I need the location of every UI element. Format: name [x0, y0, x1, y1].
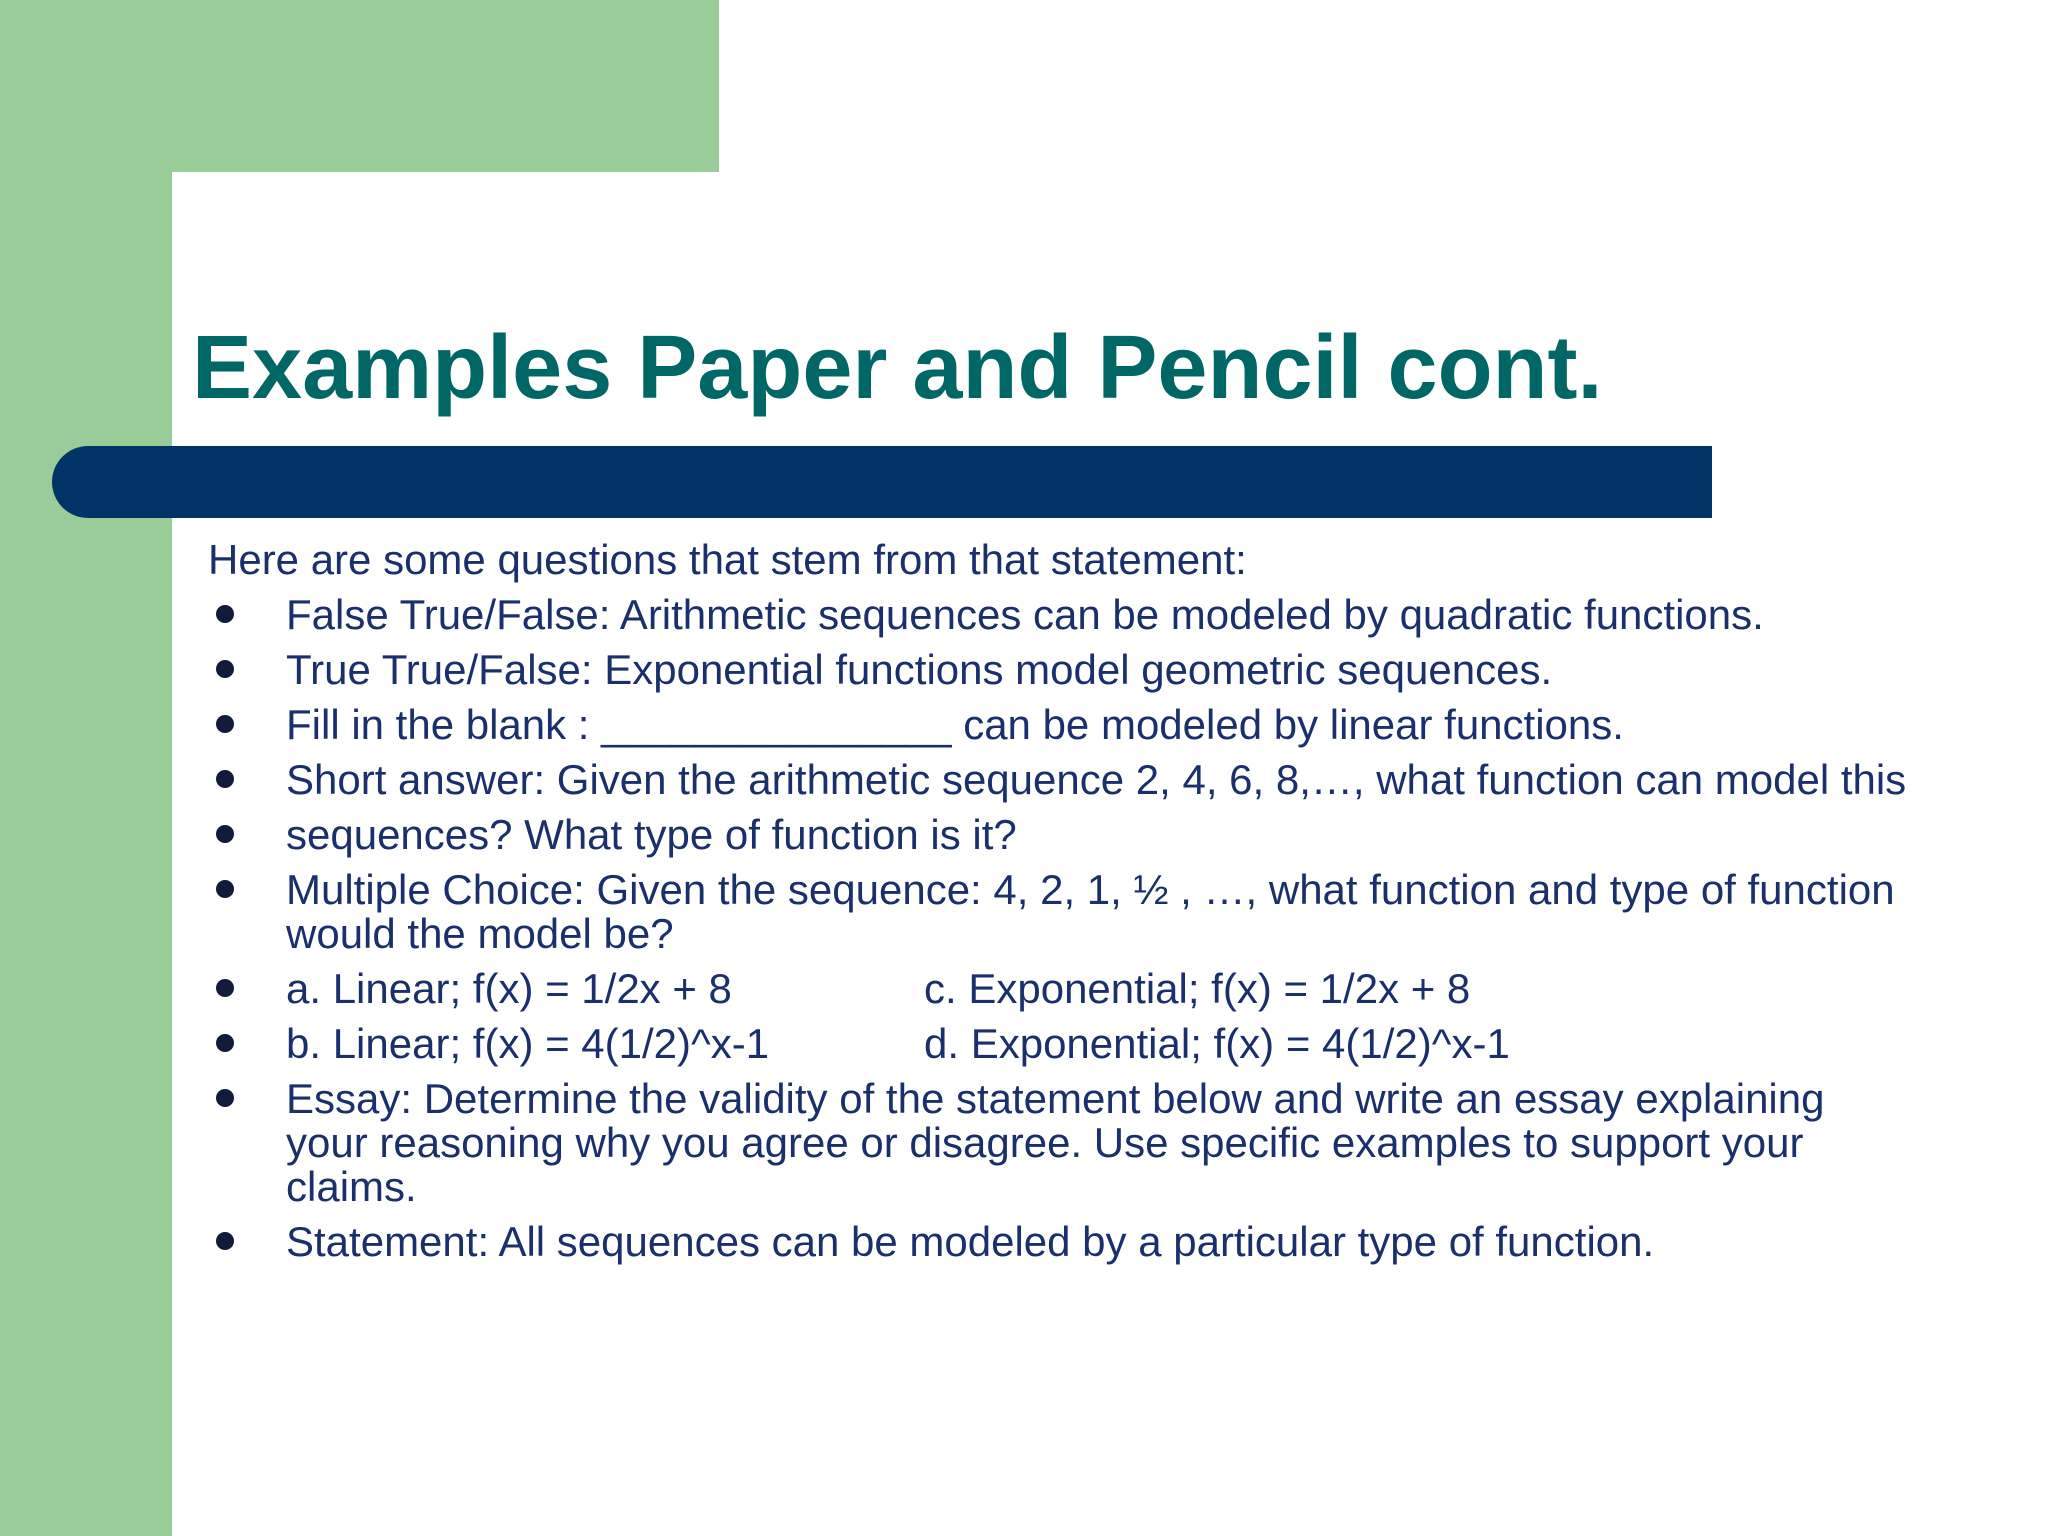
list-item [208, 758, 1908, 802]
bullet-text: Fill in the blank : _______________ can be modeled by linear functions. [286, 701, 1624, 748]
choice-a: a. Linear; f(x) = 1/2x + 8 [286, 965, 732, 1012]
bullet-list [208, 593, 1908, 1264]
bullet-icon [216, 1232, 234, 1250]
bullet-icon [216, 715, 234, 733]
bullet-icon [216, 1089, 234, 1107]
bullet-text: sequences? What type of function is it? [286, 811, 1017, 858]
title-underline-bar [52, 446, 1712, 518]
list-item [208, 1220, 1908, 1264]
bullet-icon [216, 825, 234, 843]
bullet-text: True True/False: Exponential functions model geometric sequences. [286, 646, 1553, 693]
list-item [208, 813, 1908, 857]
bullet-icon [216, 770, 234, 788]
choice-b: b. Linear; f(x) = 4(1/2)^x-1 [286, 1020, 770, 1067]
essay-text: Essay: Determine the validity of the statement below and write an essay explaining your reasoning why you agree or disagree. Use specific examples to support your claims. [286, 1075, 1825, 1210]
list-item [208, 703, 1908, 747]
bullet-icon [216, 1034, 234, 1052]
bullet-icon [216, 660, 234, 678]
bullet-text: False True/False: Arithmetic sequences can be modeled by quadratic functions. [286, 591, 1764, 638]
list-item [208, 648, 1908, 692]
bullet-icon [216, 979, 234, 997]
choice-c: c. Exponential; f(x) = 1/2x + 8 [924, 965, 1471, 1012]
slide-body [208, 538, 1908, 1275]
bullet-icon [216, 605, 234, 623]
list-item [208, 967, 1908, 1011]
list-item [208, 593, 1908, 637]
list-item [208, 868, 1908, 956]
list-item [208, 1022, 1908, 1066]
slide-title: Examples Paper and Pencil cont. [192, 318, 1603, 418]
list-item [208, 1077, 1908, 1209]
bullet-icon [216, 880, 234, 898]
green-left-strip [0, 0, 172, 1536]
choice-row [286, 967, 1908, 1011]
choice-row [286, 1022, 1908, 1066]
choice-d: d. Exponential; f(x) = 4(1/2)^x-1 [924, 1020, 1510, 1067]
intro-text: Here are some questions that stem from that statement: [208, 536, 1247, 583]
bullet-text: Multiple Choice: Given the sequence: 4, 2, 1, ½ , …, what function and type of function would the model be? [286, 866, 1895, 957]
bullet-text: Short answer: Given the arithmetic sequence 2, 4, 6, 8,…, what function can model this [286, 756, 1907, 803]
statement-text: Statement: All sequences can be modeled by a particular type of function. [286, 1218, 1655, 1265]
